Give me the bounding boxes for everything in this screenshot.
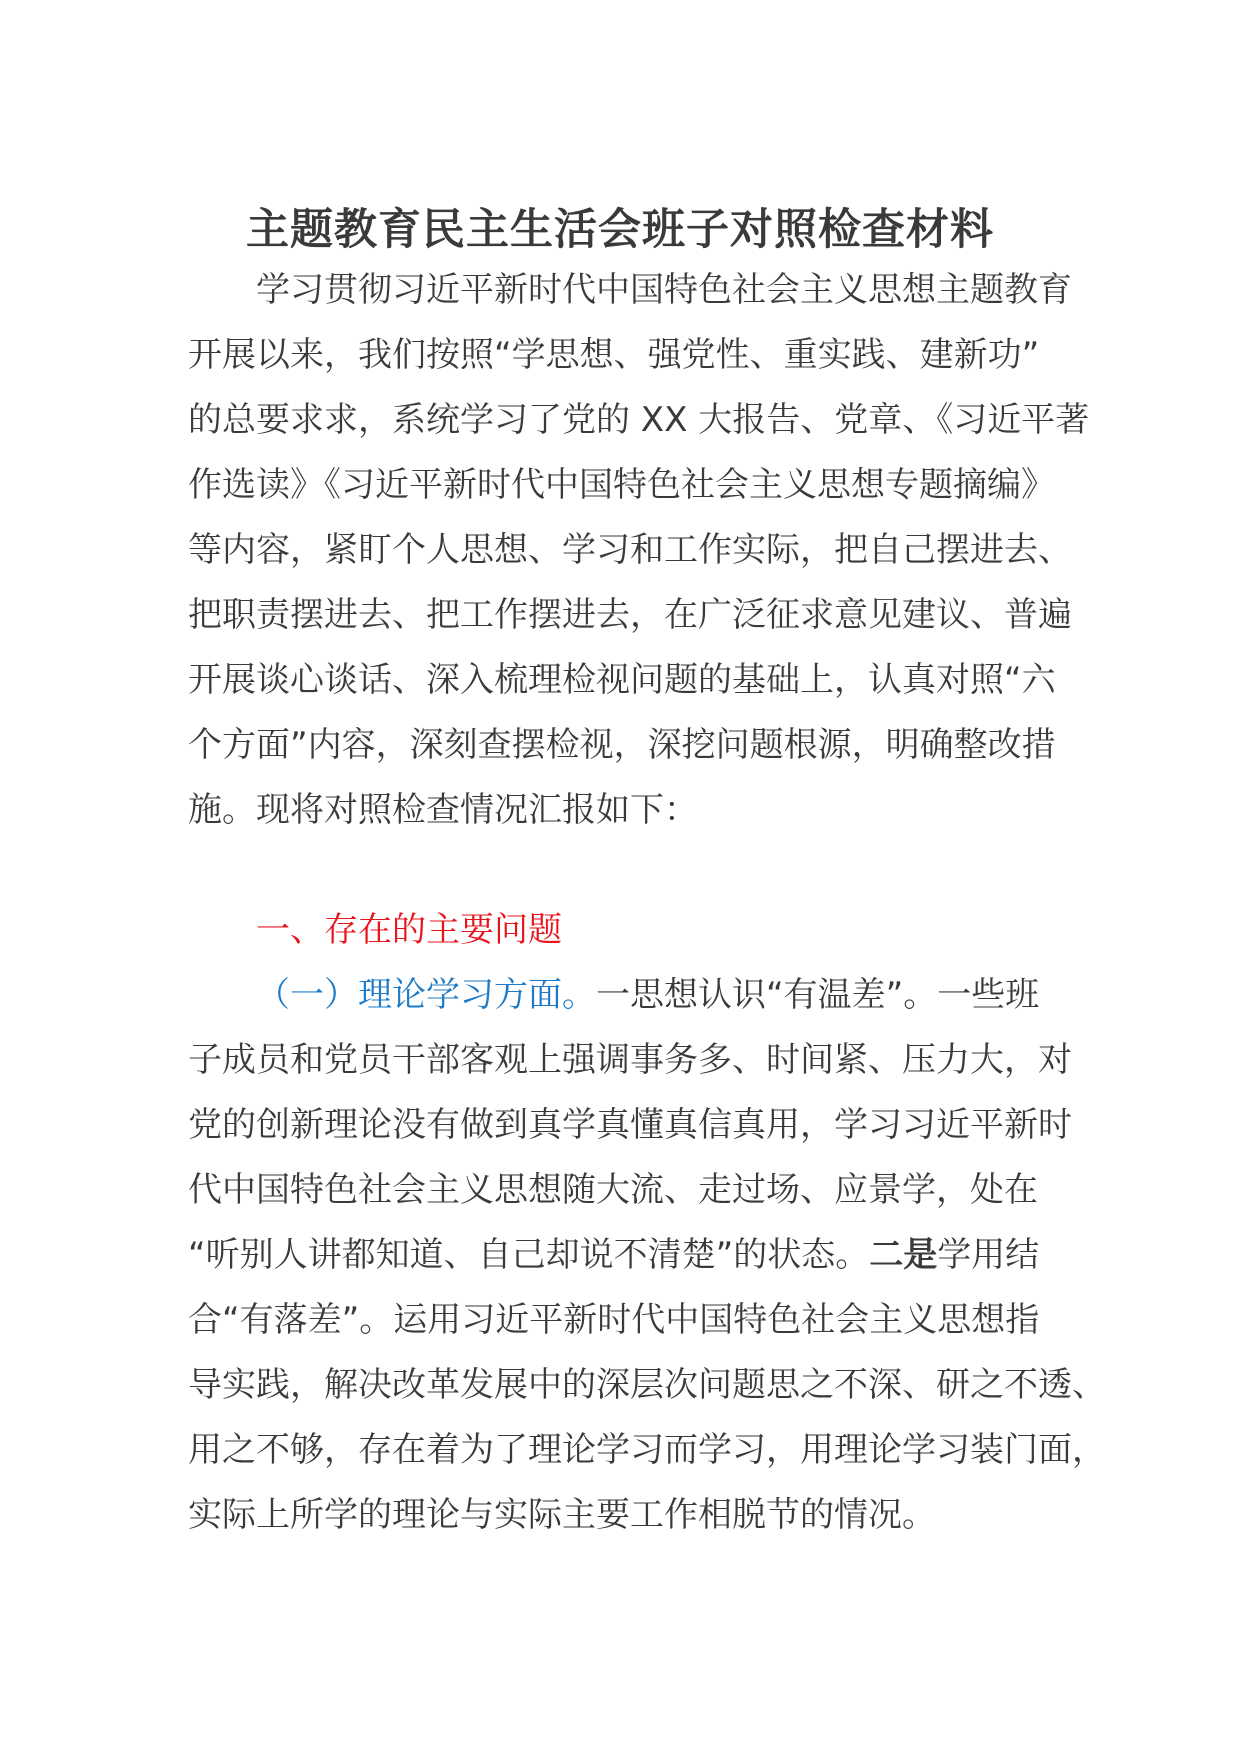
- document-title: 主题教育民主生活会班子对照检查材料: [246, 205, 994, 255]
- body-line: 代中国特色社会主义思想随大流、走过场、应景学，处在: [188, 1170, 1038, 1210]
- body-line: 实际上所学的理论与实际主要工作相脱节的情况。: [188, 1495, 936, 1535]
- intro-paragraph: [188, 258, 1090, 843]
- body-line: 导实践，解决改革发展中的深层次问题思之不深、研之不透、: [188, 1365, 1106, 1405]
- intro-line: 开展以来，我们按照“学思想、强党性、重实践、建新功”: [188, 335, 1040, 375]
- subsection-text: 一思想认识“有温差”。一些班: [596, 975, 1040, 1015]
- intro-line: 开展谈心谈话、深入梳理检视问题的基础上，认真对照“六: [188, 660, 1056, 700]
- section-heading: 一、存在的主要问题: [256, 910, 562, 950]
- body-line: 用之不够，存在着为了理论学习而学习，用理论学习装门面，: [188, 1430, 1106, 1470]
- section-one: [188, 898, 1106, 1548]
- emphasis-text: 二是: [869, 1235, 938, 1275]
- intro-line: 施。现将对照检查情况汇报如下：: [188, 790, 698, 830]
- intro-line: 等内容，紧盯个人思想、学习和工作实际，把自己摆进去、: [188, 530, 1072, 570]
- intro-line: 作选读》《习近平新时代中国特色社会主义思想专题摘编》: [188, 465, 1055, 505]
- body-line: 党的创新理论没有做到真学真懂真信真用，学习习近平新时: [188, 1105, 1072, 1145]
- body-text: “听别人讲都知道、自己却说不清楚”的状态。: [188, 1235, 870, 1275]
- intro-line: 把职责摆进去、把工作摆进去，在广泛征求意见建议、普遍: [188, 595, 1072, 635]
- intro-line: 学习贯彻习近平新时代中国特色社会主义思想主题教育: [256, 270, 1072, 310]
- body-line-mixed: [188, 1223, 1058, 1288]
- intro-line: 的总要求求，系统学习了党的 XX 大报告、党章、《习近平著: [188, 400, 1090, 440]
- body-text: 学用结: [937, 1235, 1040, 1275]
- subsection-label: （一）理论学习方面。: [256, 975, 596, 1015]
- body-line: 子成员和党员干部客观上强调事务多、时间紧、压力大，对: [188, 1040, 1072, 1080]
- body-line: 合“有落差”。运用习近平新时代中国特色社会主义思想指: [188, 1300, 1040, 1340]
- intro-line: 个方面”内容，深刻查摆检视，深挖问题根源，明确整改措: [188, 725, 1056, 765]
- subsection-first-line: [188, 963, 1058, 1028]
